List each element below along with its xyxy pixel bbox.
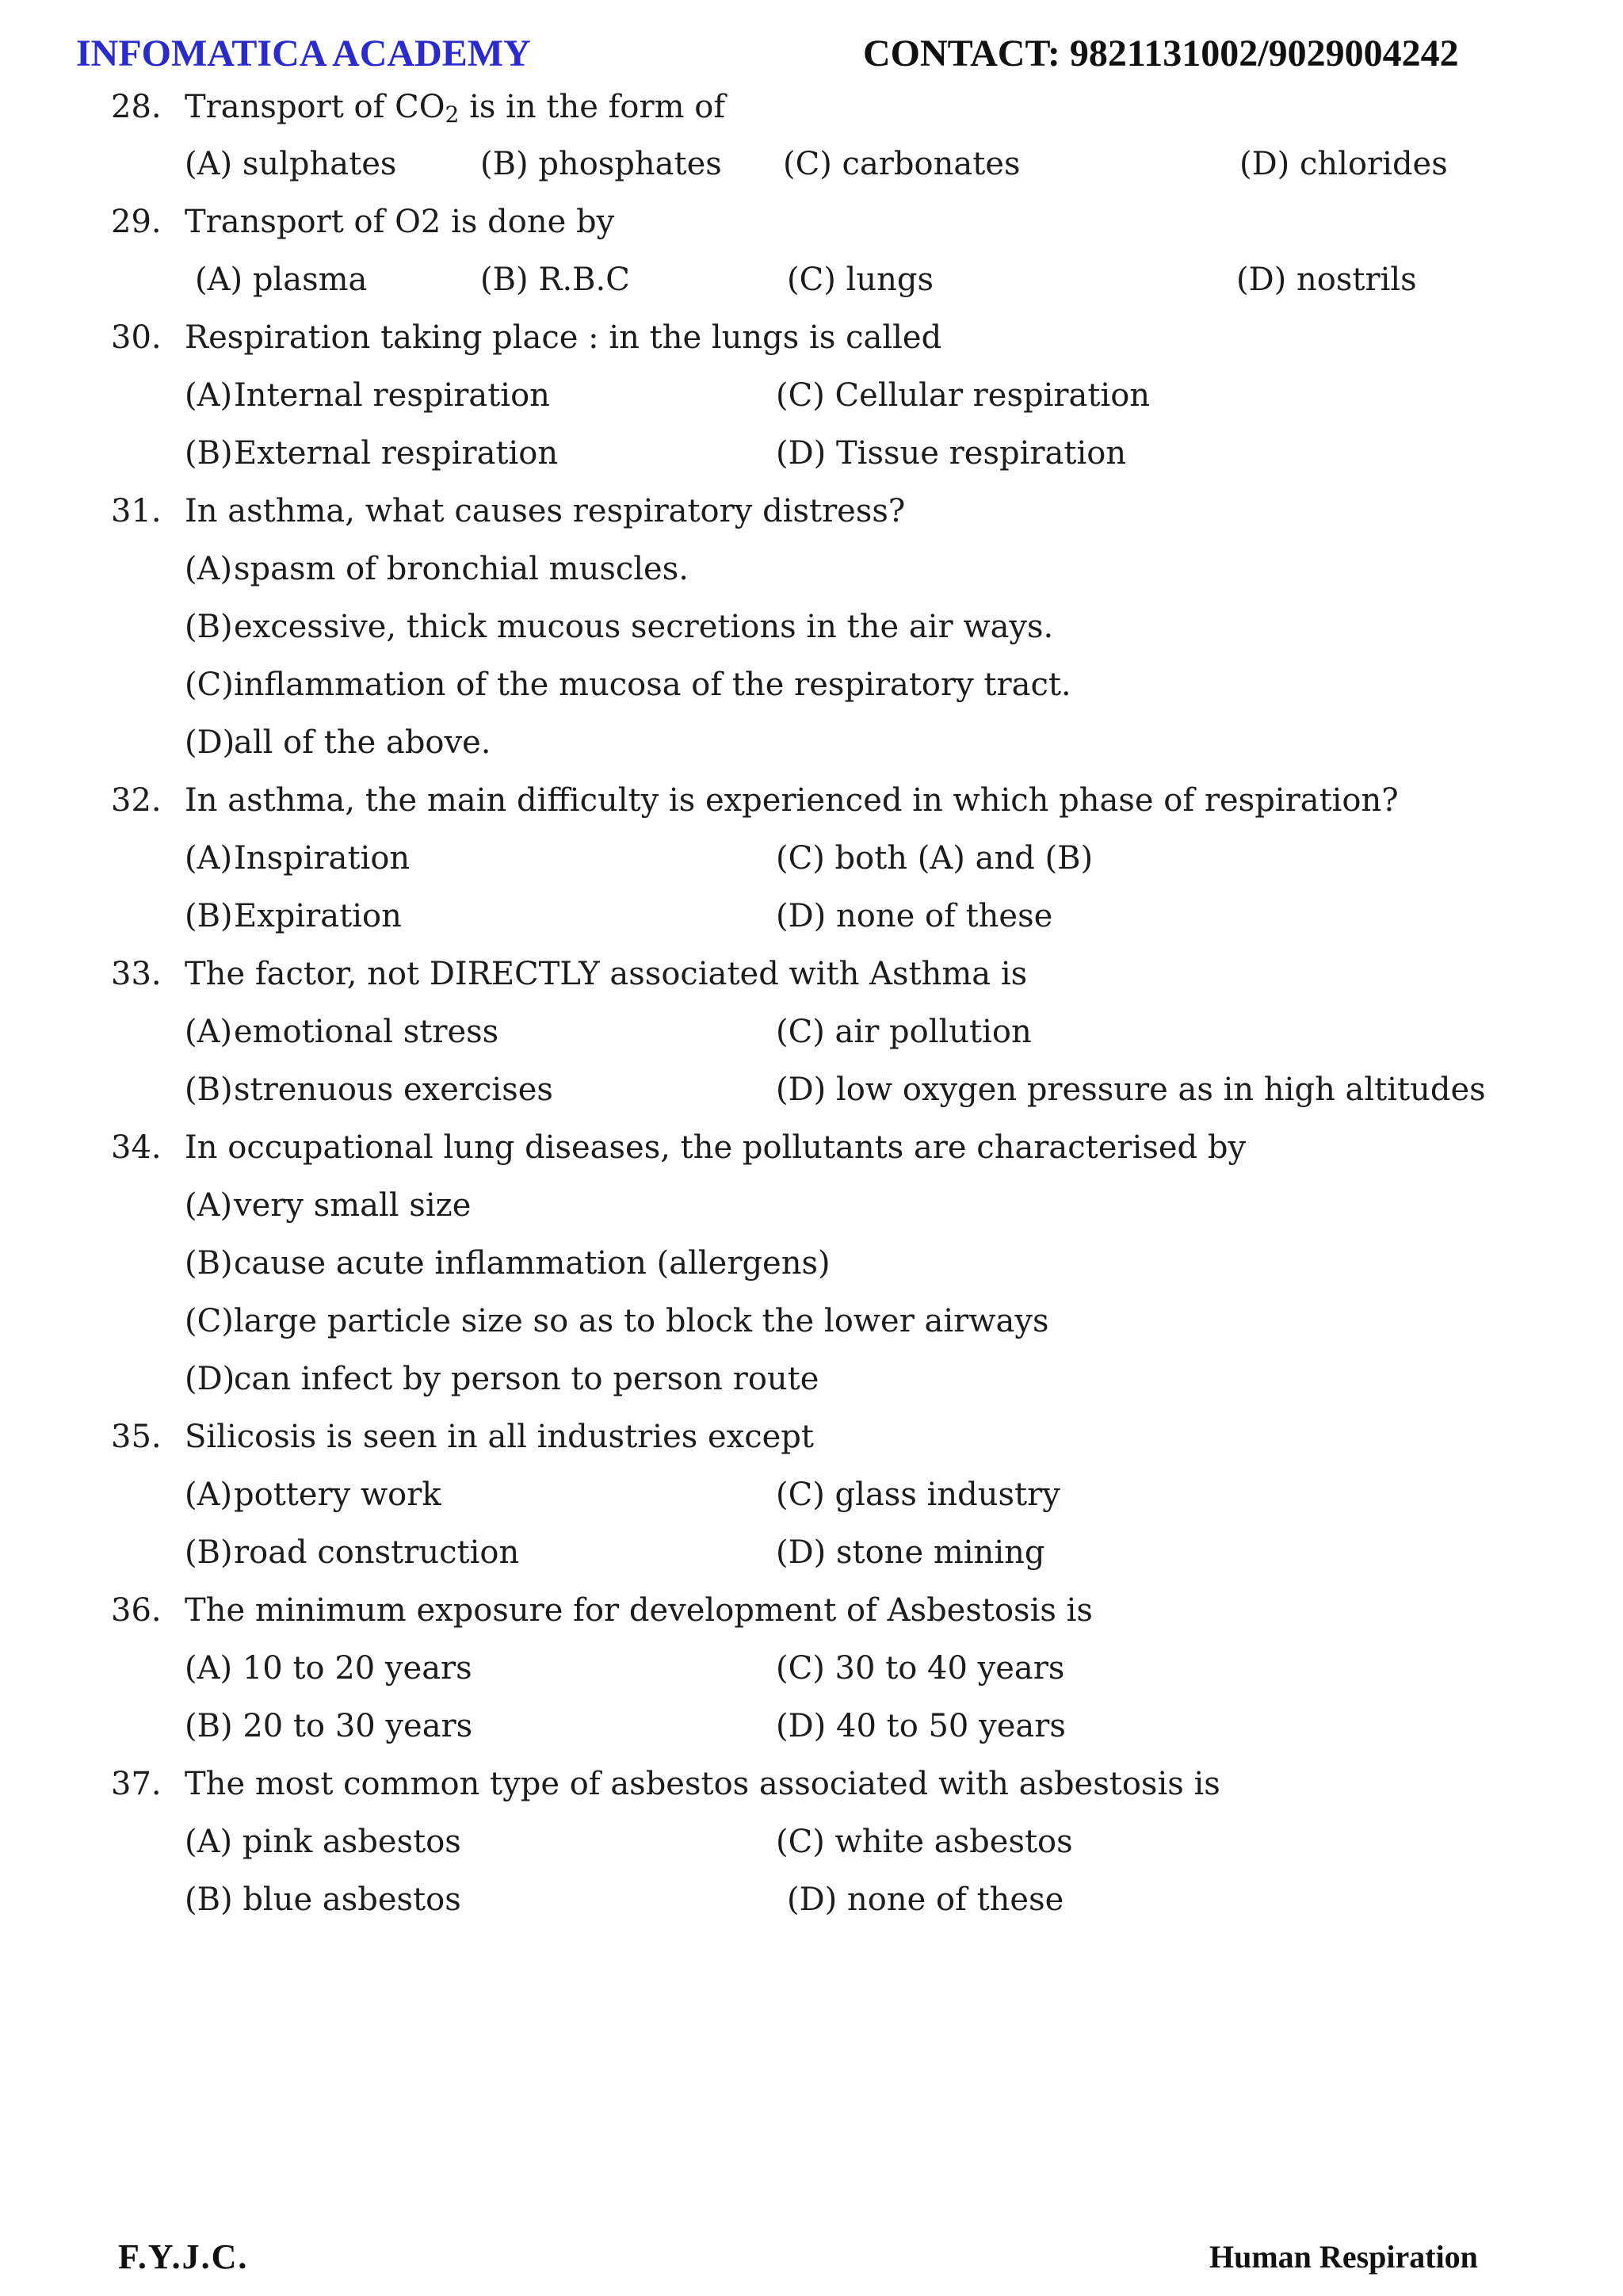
question-32 — [111, 781, 1399, 820]
question-36 — [111, 1591, 1093, 1630]
option-a: (A)Internal respiration — [185, 377, 550, 414]
option-b: (B)road construction — [185, 1534, 520, 1571]
question-number: 36. — [111, 1592, 162, 1629]
question-number: 32. — [111, 782, 162, 819]
option-a: (A)very small size — [185, 1187, 472, 1224]
option-b: (B)External respiration — [185, 435, 559, 472]
option-a: (A) sulphates — [185, 146, 397, 182]
question-29 — [111, 202, 614, 242]
academy-name: INFOMATICA ACADEMY — [76, 32, 531, 74]
option-b: (B)strenuous exercises — [185, 1072, 553, 1108]
question-number: 34. — [111, 1129, 162, 1166]
option-d: (D) none of these — [787, 1881, 1064, 1918]
question-33 — [111, 954, 1027, 994]
option-c: (C) air pollution — [776, 1014, 1032, 1050]
question-number: 35. — [111, 1419, 162, 1455]
question-text: The minimum exposure for development of Asbestosis is — [185, 1592, 1093, 1629]
question-text: Silicosis is seen in all industries except — [185, 1419, 814, 1455]
option-b: (B)Expiration — [185, 898, 402, 934]
option-a: (A) pink asbestos — [185, 1824, 461, 1860]
question-text: Respiration taking place : in the lungs is called — [185, 319, 942, 356]
question-35 — [111, 1417, 814, 1457]
option-c: (C)inflammation of the mucosa of the respiratory tract. — [185, 667, 1071, 703]
footer-class-label: F.Y.J.C. — [118, 2237, 249, 2276]
option-c: (C) 30 to 40 years — [776, 1650, 1065, 1687]
option-a: (A)spasm of bronchial muscles. — [185, 551, 689, 587]
question-text: Transport of O2 is done by — [185, 204, 615, 240]
option-b: (B) blue asbestos — [185, 1881, 461, 1918]
question-31 — [111, 491, 905, 531]
option-c: (C) Cellular respiration — [776, 377, 1151, 414]
option-a: (A) 10 to 20 years — [185, 1650, 472, 1687]
option-c: (C) carbonates — [783, 146, 1021, 182]
option-a: (A)emotional stress — [185, 1014, 499, 1050]
option-c: (C) glass industry — [776, 1477, 1060, 1513]
footer-chapter-title: Human Respiration — [1209, 2239, 1478, 2275]
question-text: The factor, not DIRECTLY associated with Asthma is — [185, 956, 1028, 992]
option-c: (C) white asbestos — [776, 1824, 1073, 1860]
contact-info: CONTACT: 9821131002/9029004242 — [863, 32, 1459, 74]
question-number: 33. — [111, 956, 162, 992]
question-37 — [111, 1764, 1220, 1804]
option-d: (D) stone mining — [776, 1534, 1045, 1571]
question-text: Transport of $CO_2$ is in the form of — [185, 89, 726, 128]
option-d: (D) low oxygen pressure as in high altitudes — [776, 1072, 1486, 1108]
question-number: 31. — [111, 493, 162, 529]
question-30 — [111, 318, 941, 357]
option-b: (B) R.B.C — [480, 262, 630, 298]
question-number: 28. — [111, 89, 162, 125]
question-number: 37. — [111, 1766, 162, 1802]
question-text: In asthma, the main difficulty is experienced in which phase of respiration? — [185, 782, 1399, 819]
option-a: (A)pottery work — [185, 1477, 441, 1513]
option-a: (A)Inspiration — [185, 840, 411, 877]
question-text: In asthma, what causes respiratory distress? — [185, 493, 906, 529]
question-number: 29. — [111, 204, 162, 240]
option-d: (D)all of the above. — [185, 724, 491, 761]
question-28 — [111, 87, 725, 127]
option-d: (D)can infect by person to person route — [185, 1361, 819, 1397]
option-a: (A) plasma — [195, 262, 368, 298]
question-text: In occupational lung diseases, the pollutants are characterised by — [185, 1129, 1247, 1166]
question-text: The most common type of asbestos associated with asbestosis is — [185, 1766, 1220, 1802]
question-number: 30. — [111, 319, 162, 356]
option-d: (D) 40 to 50 years — [776, 1708, 1066, 1744]
option-c: (C) both (A) and (B) — [776, 840, 1094, 877]
option-c: (C) lungs — [787, 262, 934, 298]
option-b: (B)excessive, thick mucous secretions in the air ways. — [185, 609, 1054, 645]
option-b: (B) 20 to 30 years — [185, 1708, 473, 1744]
option-d: (D) nostrils — [1236, 262, 1417, 298]
option-d: (D) none of these — [776, 898, 1053, 934]
option-b: (B)cause acute inflammation (allergens) — [185, 1245, 831, 1282]
question-34 — [111, 1128, 1246, 1167]
option-d: (D) chlorides — [1239, 146, 1448, 182]
option-d: (D) Tissue respiration — [776, 435, 1127, 472]
option-c: (C)large particle size so as to block the lower airways — [185, 1303, 1049, 1339]
option-b: (B) phosphates — [480, 146, 722, 182]
